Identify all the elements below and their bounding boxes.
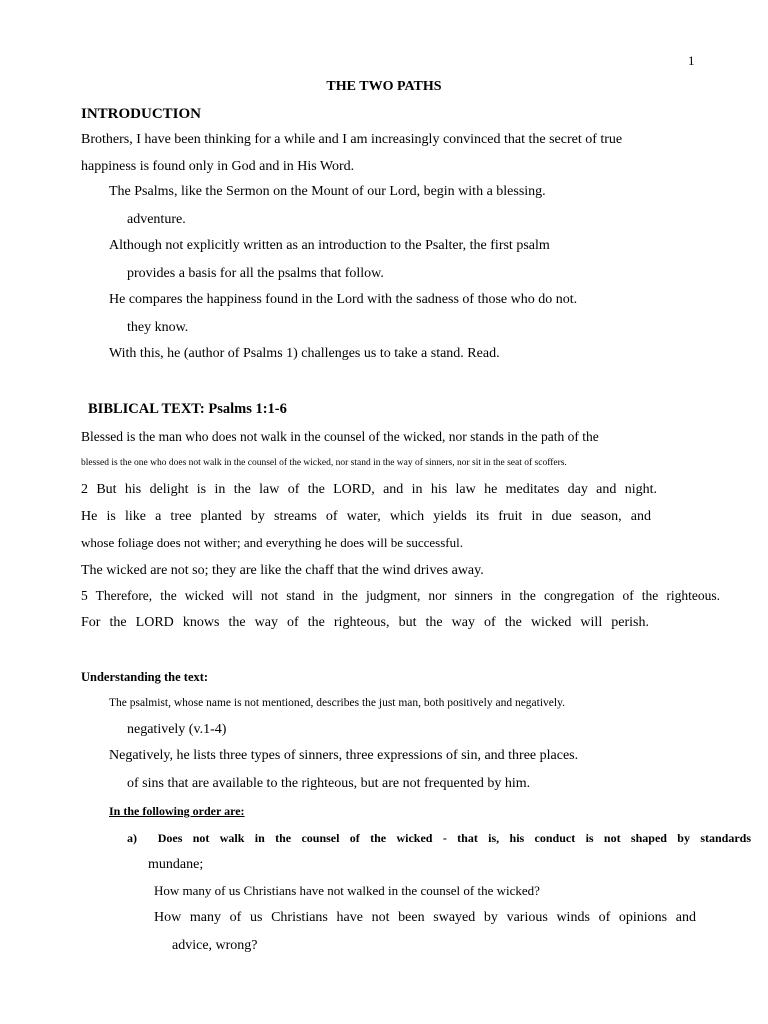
understanding-heading: Understanding the text:: [81, 670, 209, 684]
bullet-text: The Psalms, like the Sermon on the Mount of our Lord, begin with a blessing.: [109, 184, 546, 199]
sub-bullet-continuation: advice, wrong?: [172, 938, 258, 953]
verse-line: Blessed is the man who does not walk in the counsel of the wicked, nor stands in the path of the: [81, 429, 599, 444]
bullet-continuation: they know.: [127, 320, 189, 335]
bullet-continuation: provides a basis for all the psalms that follow.: [127, 266, 384, 281]
item-label: a): [127, 831, 137, 845]
intro-bullet: [105, 237, 550, 255]
verse-line: blessed is the one who does not walk in the counsel of the wicked, nor stand in the way of sinners, nor sit in the seat of scoffers.: [81, 458, 567, 468]
understanding-bullet: [105, 747, 578, 765]
list-item-a: [127, 829, 751, 847]
item-continuation: mundane;: [148, 857, 204, 872]
intro-heading: INTRODUCTION: [81, 106, 202, 122]
verse-line: For the LORD knows the way of the righteous, but the way of the wicked will perish.: [81, 615, 649, 630]
verse-line: 2 But his delight is in the law of the LORD, and in his law he meditates day and night.: [81, 482, 657, 497]
intro-paragraph-line: happiness is found only in God and in His Word.: [81, 159, 355, 174]
verse-line: He is like a tree planted by streams of water, which yields its fruit in due season, and: [81, 509, 651, 524]
intro-bullet: [105, 183, 546, 201]
bullet-continuation: negatively (v.1-4): [127, 722, 227, 737]
bullet-text: The psalmist, whose name is not mentioned, describes the just man, both positively and negatively.: [109, 697, 565, 709]
bullet-text: With this, he (author of Psalms 1) challenges us to take a stand. Read.: [109, 346, 500, 361]
document-title: THE TWO PATHS: [326, 79, 442, 94]
bullet-text: Negatively, he lists three types of sinners, three expressions of sin, and three places.: [109, 748, 579, 763]
intro-bullet: [105, 345, 500, 363]
understanding-bullet: [105, 802, 245, 821]
bullet-text: How many of us Christians have not been swayed by various winds of opinions and: [154, 910, 696, 925]
bullet-text: Although not explicitly written as an introduction to the Psalter, the first psalm: [109, 238, 550, 253]
bullet-text: In the following order are:: [109, 804, 245, 818]
bullet-continuation: adventure.: [127, 212, 186, 227]
bullet-text: How many of us Christians have not walked in the counsel of the wicked?: [154, 883, 540, 898]
intro-paragraph-line: Brothers, I have been thinking for a while and I am increasingly convinced that the secret of true: [81, 132, 623, 147]
sub-bullet: [150, 882, 540, 901]
verse-line: The wicked are not so; they are like the chaff that the wind drives away.: [81, 563, 484, 578]
bullet-text: He compares the happiness found in the Lord with the sadness of those who do not.: [109, 292, 578, 307]
biblical-heading: BIBLICAL TEXT: Psalms 1:1-6: [88, 401, 287, 417]
page-number: 1: [688, 53, 695, 68]
sub-bullet: [150, 909, 696, 927]
intro-bullet: [105, 291, 577, 309]
bullet-continuation: of sins that are available to the righteous, but are not frequented by him.: [127, 776, 531, 791]
understanding-bullet: [105, 694, 565, 712]
verse-line: 5 Therefore, the wicked will not stand in the judgment, nor sinners in the congregation of the righteous.: [81, 588, 720, 603]
item-text: Does not walk in the counsel of the wicked - that is, his conduct is not shaped by standards: [157, 831, 752, 845]
verse-line: whose foliage does not wither; and everything he does will be successful.: [81, 535, 463, 550]
